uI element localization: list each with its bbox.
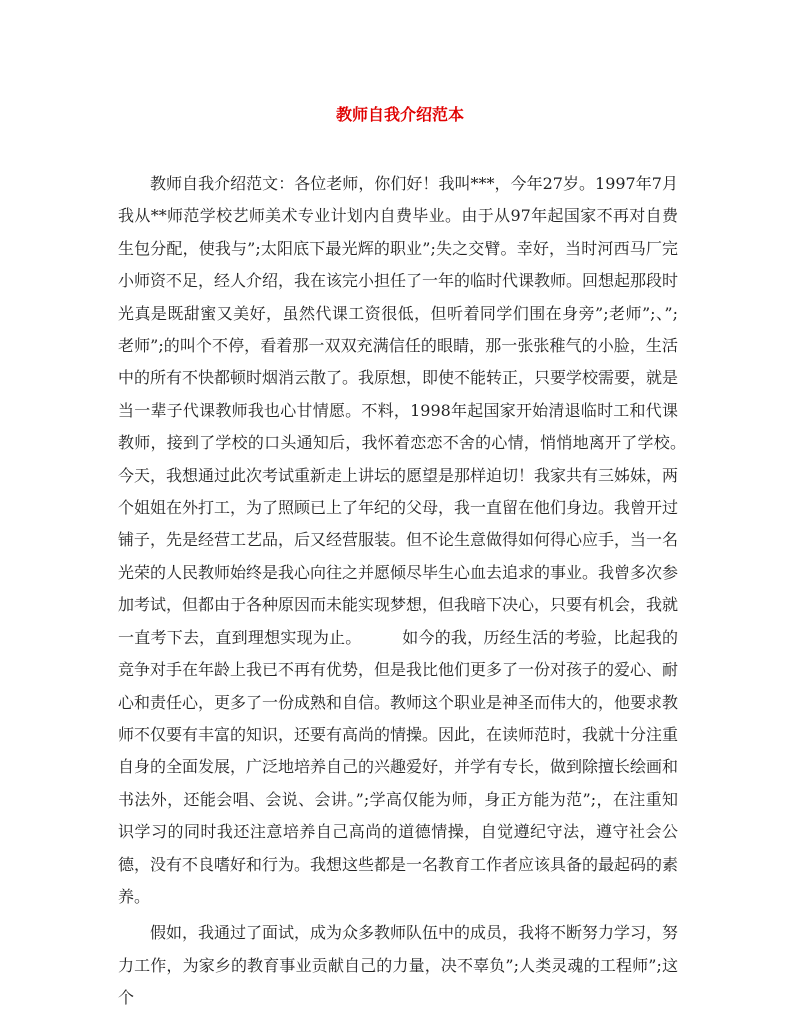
paragraph-2: 假如，我通过了面试，成为众多教师队伍中的成员，我将不断努力学习，努力工作，为家乡的教育事业贡献自己的力量，决不辜负”;人类灵魂的工程师”;这个 [118, 923, 679, 1008]
document-body [118, 168, 727, 1015]
paragraph-1: 教师自我介绍范文：各位老师，你们好！我叫***，今年27岁。1997年7月我从**师范学校艺师美术专业计划内自费毕业。由于从97年起国家不再对自费生包分配，使我与”;太阳底下最光辉的职业”;失之交臂。幸好，当时河西马厂完小师资不足，经人介绍，我在该完小担任了一年的临时代课教师。回想起那段时光真是既甜蜜又美好，虽然代课工资很低，但听着同学们围在身旁”;老师”;、”;老师”;的叫个不停，看着那一双双充满信任的眼睛，那一张张稚气的小脸，生活中的所有不快都顿时烟消云散了。我原想，即使不能转正，只要学校需要，就是当一辈子代课教师我也心甘情愿。不料，1998年起国家开始清退临时工和代课教师，接到了学校的口头通知后，我怀着恋恋不舍的心情，悄悄地离开了学校。 今天，我想通过此次考试重新走上讲坛的愿望是那样迫切！我家共有三姊妹，两个姐姐在外打工，为了照顾已上了年纪的父母，我一直留在他们身边。我曾开过铺子，先是经营工艺品，后又经营服装。但不论生意做得如何得心应手，当一名光荣的人民教师始终是我心向往之并愿倾尽毕生心血去追求的事业。我曾多次参加考试，但都由于各种原因而未能实现梦想，但我暗下决心，只要有机会，我就一直考下去，直到理想实现为止。 如今的我，历经生活的考验，比起我的竞争对手在年龄上我已不再有优势，但是我比他们更多了一份对孩子的爱心、耐心和责任心，更多了一份成熟和自信。教师这个职业是神圣而伟大的，他要求教师不仅要有丰富的知识，还要有高尚的情操。因此，在读师范时，我就十分注重自身的全面发展，广泛地培养自己的兴趣爱好，并学有专长，做到除擅长绘画和书法外，还能会唱、会说、会讲。”;学高仅能为师，身正方能为范”;，在注重知识学习的同时我还注意培养自己高尚的道德情操，自觉遵纪守法，遵守社会公德，没有不良嗜好和行为。我想这些都是一名教育工作者应该具备的最起码的素养。 [118, 174, 727, 906]
document-title: 教师自我介绍范本 [335, 105, 464, 124]
